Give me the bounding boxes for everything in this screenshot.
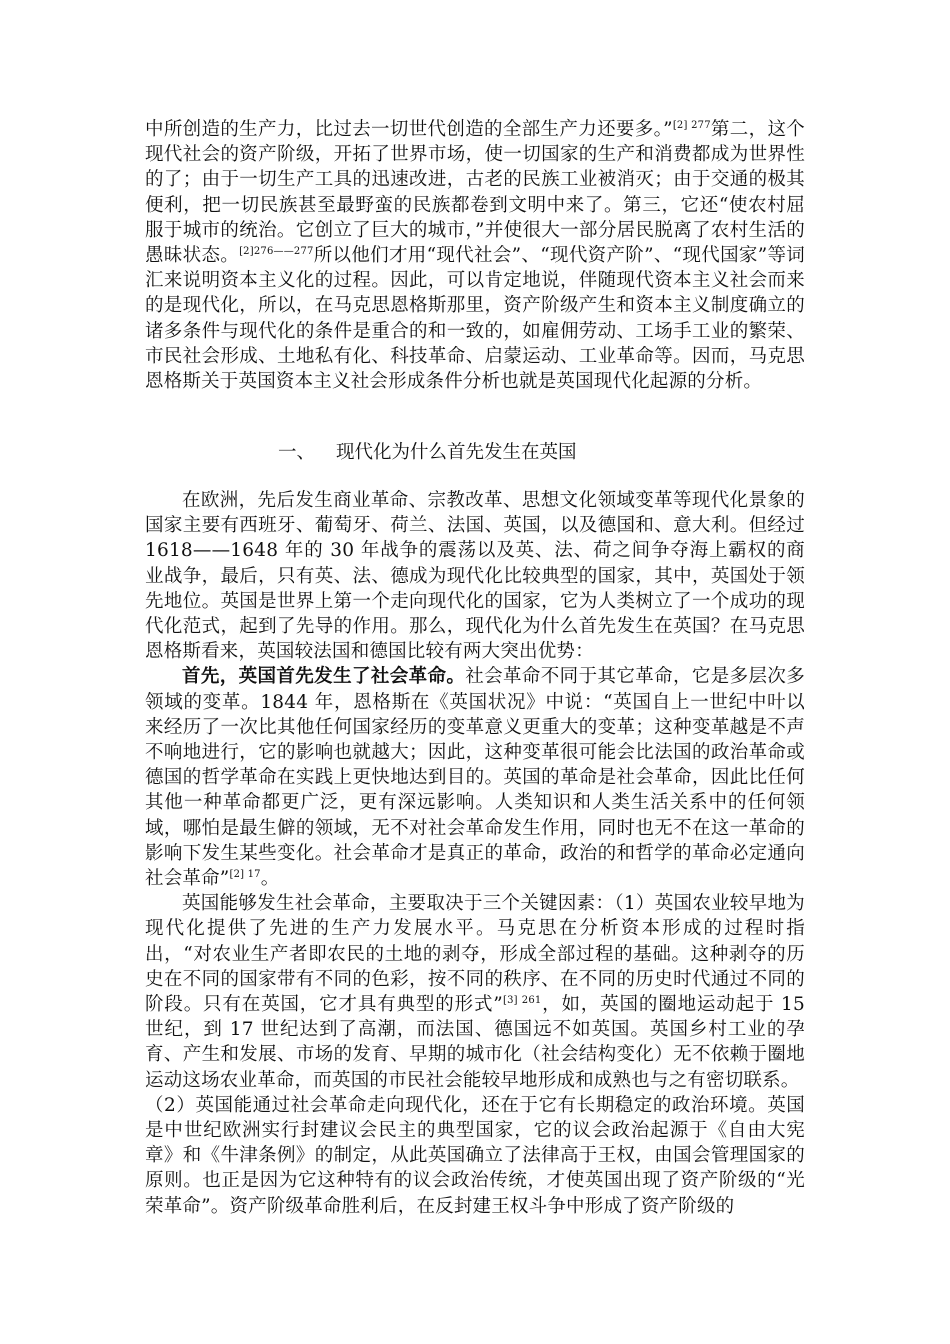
paragraph-text: 所以他们才用“现代社会”、“现代资产阶”、“现代国家”等词汇来说明资本主义化的过程。因此，可以肯定地说，伴随现代资本主义社会而来的是现代化，所以，在马克思恩格斯那里，资产阶级产生和资本主义制度确立的诸多条件与现代化的条件是重合的和一致的，如雇佣劳动、工场手工业的繁荣、市民社会形成、土地私有化、科技革命、启蒙运动、工业革命等。因而，马克思恩格斯关于英国资本主义社会形成条件分析也就是英国现代化起源的分析。 (145, 245, 805, 393)
paragraph-text: ，如，英国的圈地运动起于 15 世纪，到 17 世纪达到了高潮，而法国、德国远不如英国。英国乡村工业的孕育、产生和发展、市场的发育、早期的城市化（社会结构变化）无不依赖于圈地运动这场农业革命，而英国的市民社会能较早地形成和成熟也与之有密切联系。 (145, 994, 805, 1091)
paragraph-text: 英国能够发生社会革命，主要取决于三个关键因素：（1）英国农业较早地为现代化提供了先进的生产力发展水平。马克思在分析资本形成的过程时指出，“对农业生产者即农民的土地的剥夺，形成全部过程的基础。这种剥夺的历史在不同的国家带有不同的色彩，按不同的秩序、在不同的历史时代通过不同的阶段。只有在英国，它才具有典型的形式” (145, 893, 805, 1016)
paragraph-text: 。 (260, 868, 280, 890)
paragraph-lead-bold: 首先，英国首先发生了社会革命。 (182, 666, 466, 688)
section-heading (278, 440, 577, 465)
section-body (145, 488, 805, 1219)
section-number: 一、 (278, 442, 316, 463)
paragraph-text: 中所创造的生产力，比过去一切世代创造的全部生产力还要多。” (145, 119, 673, 140)
paragraph-text: 第二，这个现代社会的资产阶级，开拓了世界市场，使一切国家的生产和消费都成为世界性的了；由于一切生产工具的迅速改进，古老的民族工业被消灭；由于交通的极其便利，把一切民族甚至最野蛮的民族都卷到文明中来了。第三，它还“使农村屈服于城市的统治。它创立了巨大的城市，”并使很大一部分居民脱离了农村生活的愚昧状态。 (145, 119, 805, 267)
paragraph-text: 社会革命不同于其它革命，它是多层次多领域的变革。1844 年，恩格斯在《英国状况》中说：“英国自上一世纪中叶以来经历了一次比其他任何国家经历的变革意义更重大的变革；这种变革越是不声不响地进行，它的影响也就越大；因此，这种变革很可能会比法国的政治革命或德国的哲学革命在实践上更快地达到目的。英国的革命是社会革命，因此比任何其他一种革命都更广泛，更有深远影响。人类知识和人类生活关系中的任何领域，哪怕是最生僻的领域，无不对社会革命发生作用，同时也无不在这一革命的影响下发生某些变化。社会革命才是真正的革命，政治的和哲学的革命必定通向社会革命” (145, 666, 805, 890)
citation-ref: [3] 261 (502, 994, 542, 1006)
opening-paragraph-block (145, 117, 805, 394)
citation-ref: [2] 277 (672, 119, 711, 131)
section-title: 现代化为什么首先发生在英国 (336, 442, 577, 463)
paragraph-three-factors (145, 891, 805, 1093)
citation-ref: [2] 17 (229, 868, 261, 880)
paragraph-social-revolution (145, 664, 805, 891)
paragraph-europe: 在欧洲，先后发生商业革命、宗教改革、思想文化领域变革等现代化景象的国家主要有西班牙、葡萄牙、荷兰、法国、英国，以及德国和、意大利。但经过 1618——1648 年的 30 年战争的震荡以及英、法、荷之间争夺海上霸权的商业战争，最后，只有英、法、德成为现代化比较典型的国家，其中，英国处于领先地位。英国是世界上第一个走向现代化的国家，它为人类树立了一个成功的现代化范式，起到了先导的作用。那么，现代化为什么首先发生在英国？在马克思恩格斯看来，英国较法国和德国比较有两大突出优势： (145, 490, 805, 663)
paragraph-political-environment: （2）英国能通过社会革命走向现代化，还在于它有长期稳定的政治环境。英国是中世纪欧洲实行封建议会民主的典型国家，它的议会政治起源于《自由大宪章》和《牛津条例》的制定，从此英国确立了法律高于王权，由国会管理国家的原则。也正是因为它这种特有的议会政治传统，才使英国出现了资产阶级的“光荣革命”。资产阶级革命胜利后，在反封建王权斗争中形成了资产阶级的 (145, 1094, 805, 1217)
citation-ref: [2]276——277 (239, 245, 314, 257)
paragraph-modern-society (145, 117, 805, 394)
